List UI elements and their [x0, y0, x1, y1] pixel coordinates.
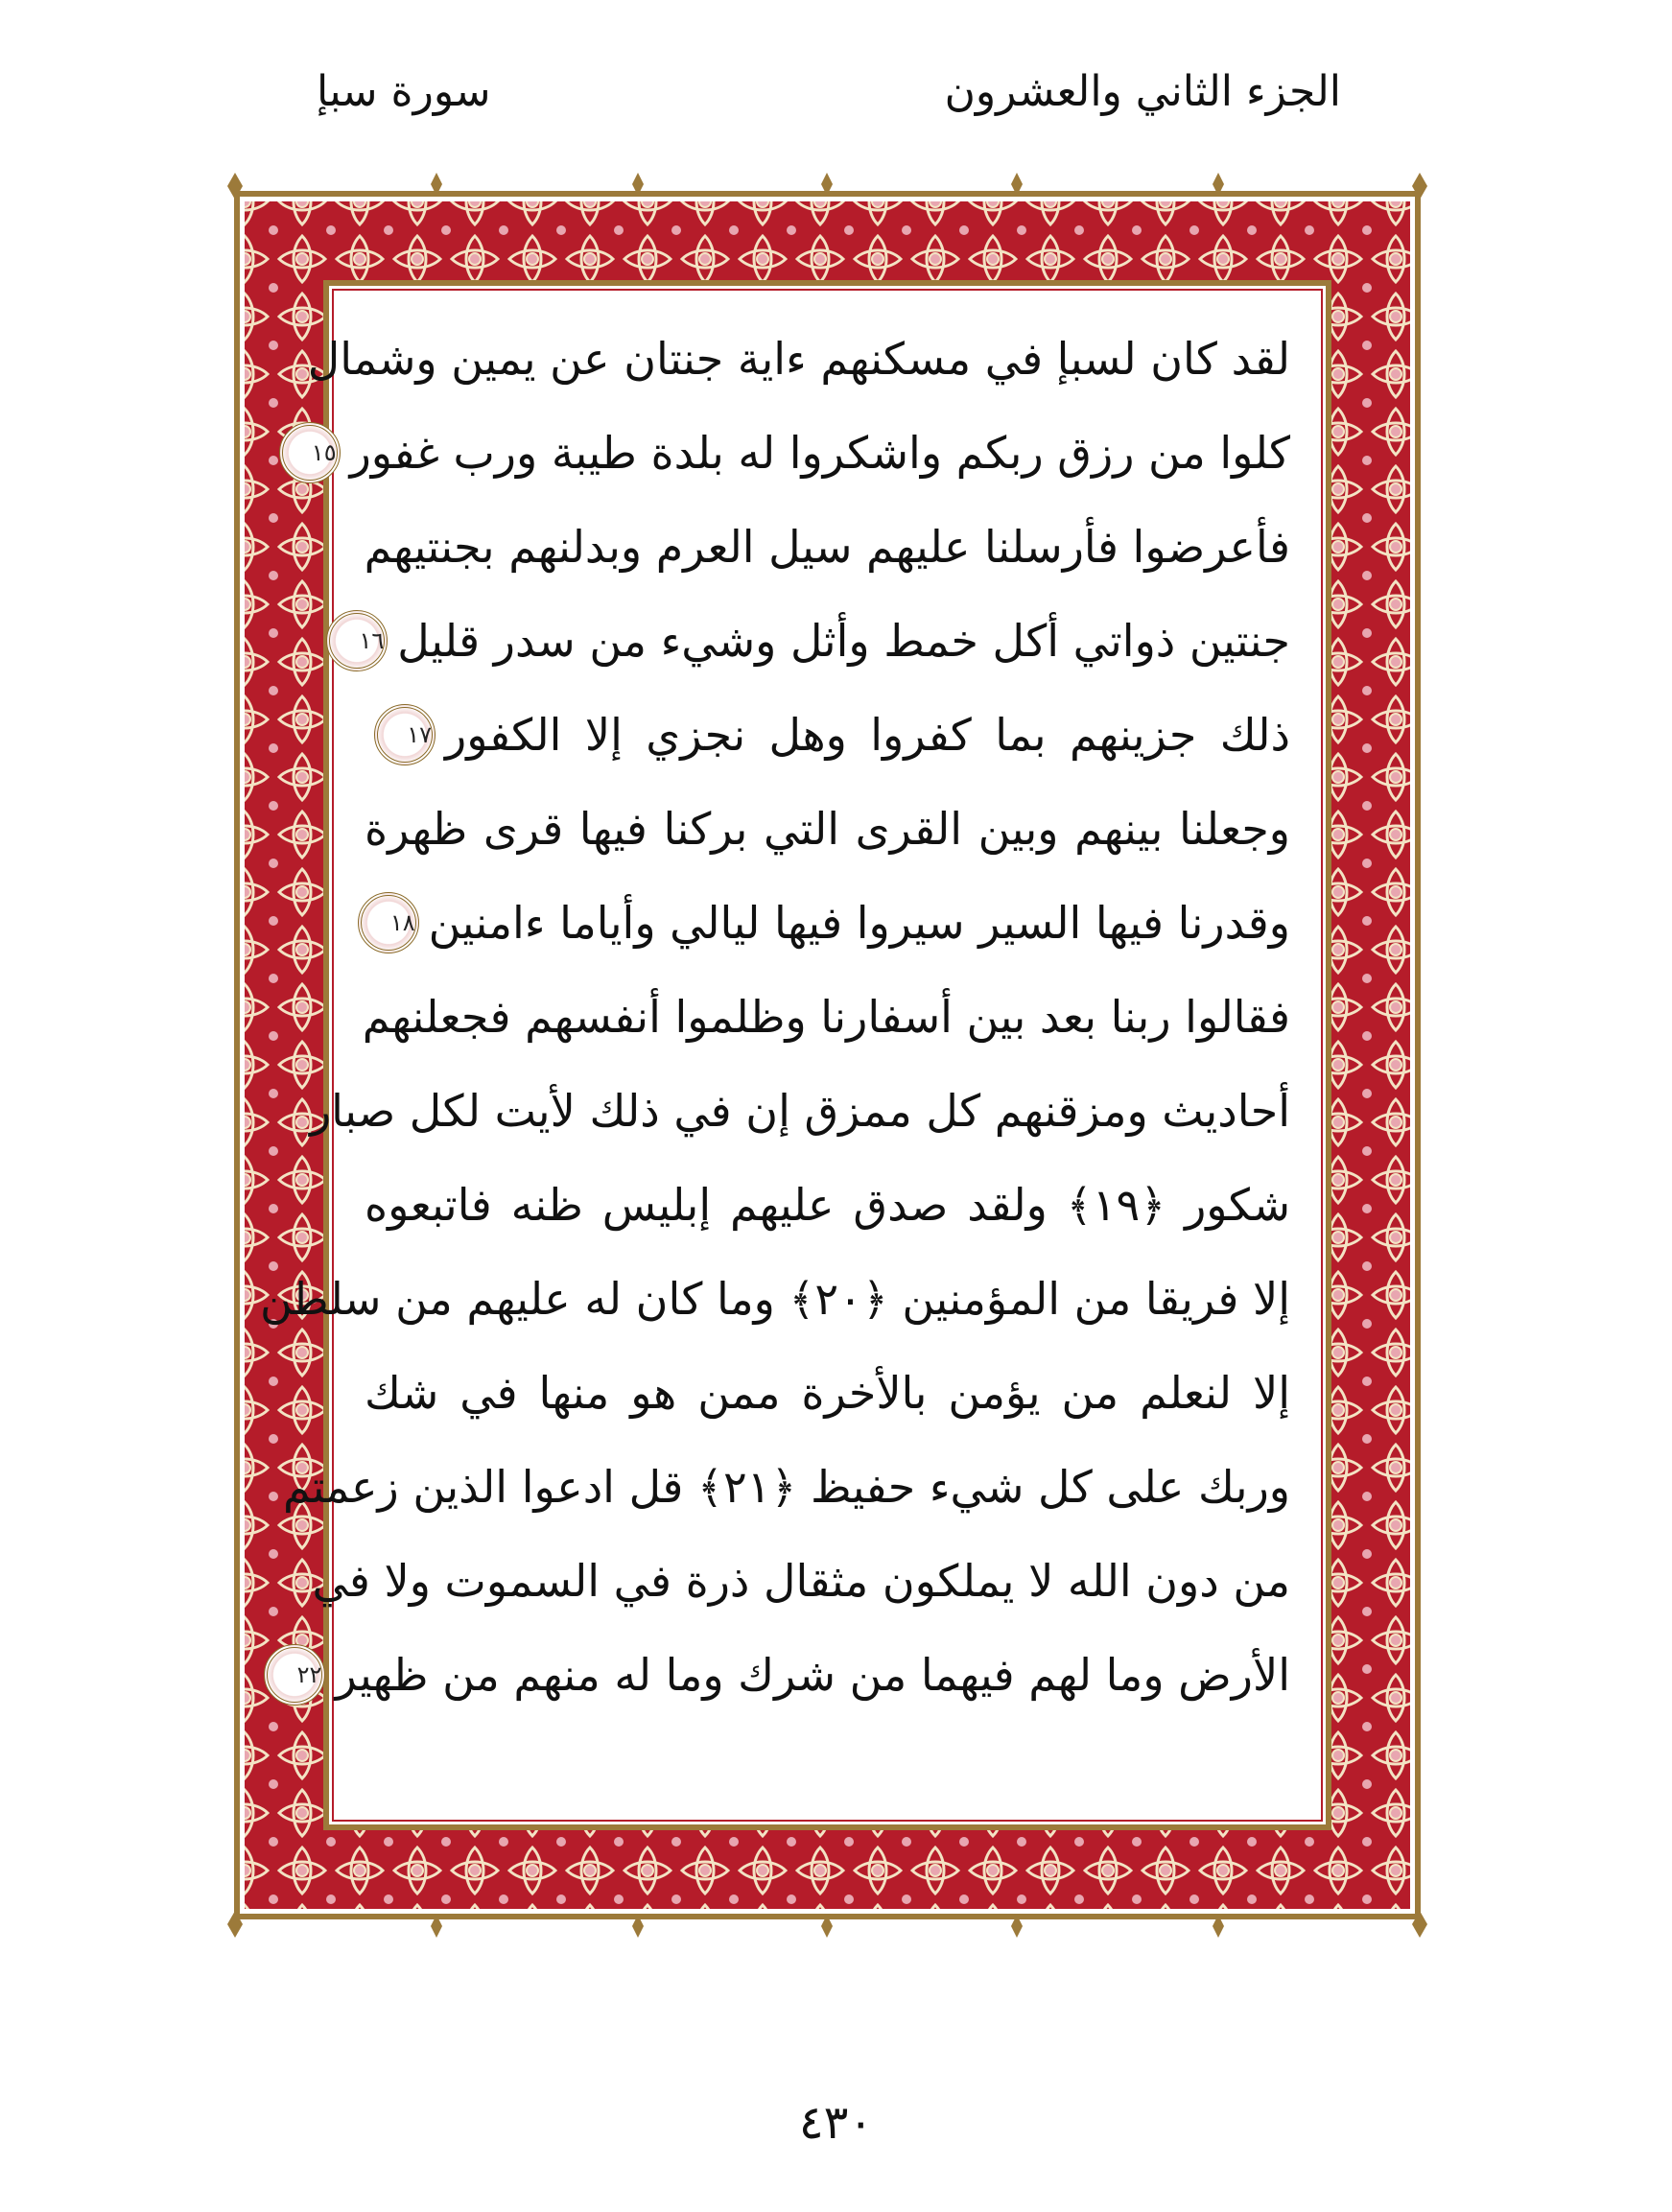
ayah-marker: ١٨	[358, 892, 419, 953]
text-line: وجعلنا بينهم وبين القرى التي بركنا فيها قرى ظهرة	[365, 803, 1290, 855]
page-number: ٤٣٠	[798, 2096, 874, 2150]
text-line: وربك على كل شيء حفيظ ﴿٢١﴾ قل ادعوا الذين زعمتم	[282, 1461, 1290, 1513]
ornamental-frame	[216, 173, 1439, 1938]
ayah-marker: ١٧	[374, 704, 436, 765]
text-line: فأعرضوا فأرسلنا عليهم سيل العرم وبدلنهم بجنتيهم	[364, 521, 1290, 573]
text-line: من دون الله لا يملكون مثقال ذرة في السموت ولا في	[312, 1555, 1290, 1607]
juz-title: الجزء الثاني والعشرون	[944, 67, 1341, 116]
text-line: كلوا من رزق ربكم واشكروا له بلدة طيبة ورب غفور ١٥	[365, 406, 1290, 500]
text-line: ذلك جزينهم بما كفروا وهل نجزي إلا الكفور ١٧	[365, 688, 1290, 782]
text-line: إلا لنعلم من يؤمن بالأخرة ممن هو منها في شك	[365, 1367, 1290, 1419]
page-header	[0, 58, 1672, 153]
ayah-marker: ١٥	[279, 422, 341, 483]
quran-text-panel	[259, 293, 1319, 1818]
surah-title: سورة سبإ	[317, 67, 491, 116]
text-line: الأرض وما لهم فيهما من شرك وما له منهم من ظهير ٢٢	[365, 1628, 1290, 1722]
ayah-marker: ٢٢	[264, 1644, 325, 1706]
text-line: وقدرنا فيها السير سيروا فيها ليالي وأياما ءامنين ١٨	[365, 876, 1290, 970]
text-line: لقد كان لسبإ في مسكنهم ءاية جنتان عن يمين وشمال	[307, 333, 1290, 385]
ayah-marker: ١٦	[326, 610, 388, 671]
text-line: شكور ﴿١٩﴾ ولقد صدق عليهم إبليس ظنه فاتبعوه	[365, 1179, 1291, 1231]
text-line: فقالوا ربنا بعد بين أسفارنا وظلموا أنفسهم فجعلنهم	[362, 991, 1290, 1043]
text-line: جنتين ذواتي أكل خمط وأثل وشيء من سدر قليل ١٦	[365, 594, 1290, 688]
text-line: إلا فريقا من المؤمنين ﴿٢٠﴾ وما كان له عليهم من سلطن	[259, 1273, 1290, 1325]
text-line: أحاديث ومزقنهم كل ممزق إن في ذلك لأيت لكل صبار	[309, 1085, 1290, 1137]
